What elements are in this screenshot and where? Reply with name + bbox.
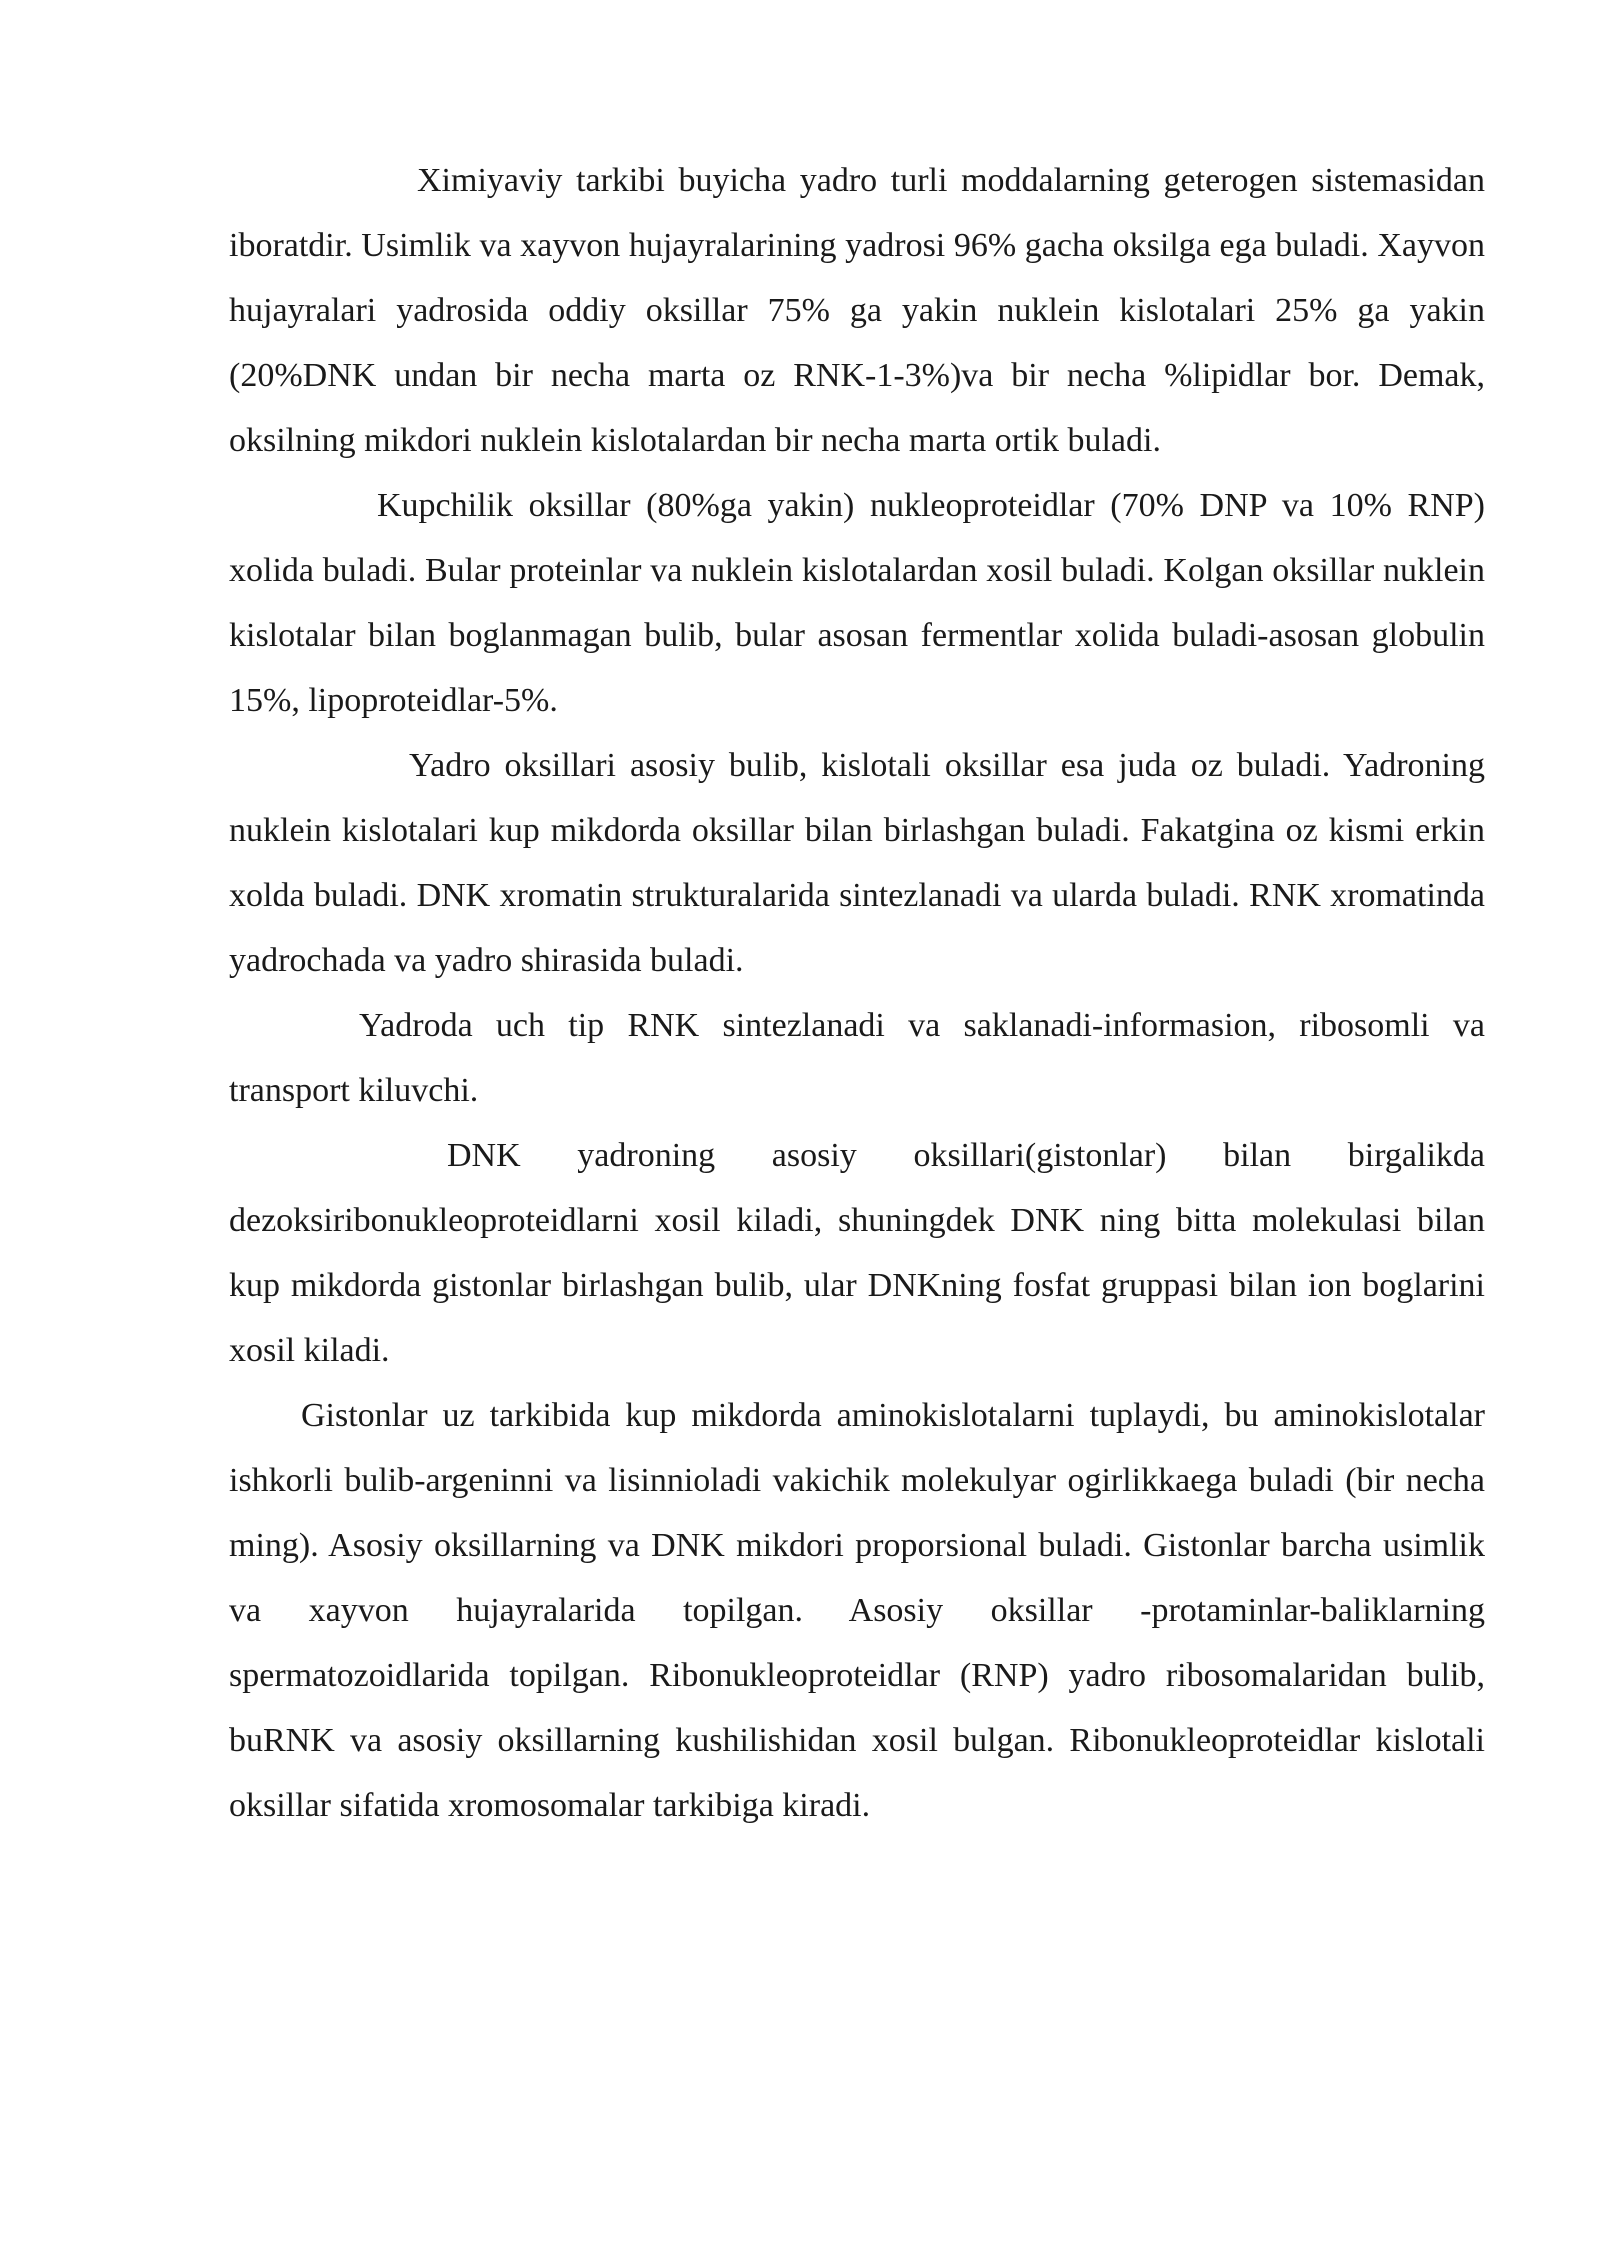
text-body <box>229 148 1485 1838</box>
paragraph-3: Yadro oksillari asosiy bulib, kislotali oksillar esa juda oz buladi. Yadroning nuklein kislotalari kup mikdorda oksillar bilan birlashgan buladi. Fakatgina oz kismi erkin xolda buladi. DNK xromatin strukturalarida sintezlanadi va ularda buladi. RNK xromatinda yadrochada va yadro shirasida buladi. <box>229 747 1485 979</box>
paragraph-6: Gistonlar uz tarkibida kup mikdorda aminokislotalarni tuplaydi, bu aminokislotalar ishkorli bulib-argeninni va lisinnioladi vakichik molekulyar ogirlikkaega buladi (bir necha ming). Asosiy oksillarning va DNK mikdori proporsional buladi. Gistonlar barcha usimlik va xayvon hujayralarida topilgan. Asosiy oksillar -protaminlar-baliklarning spermatozoidlarida topilgan. Ribonukleoproteidlar (RNP) yadro ribosomalaridan bulib, buRNK va asosiy oksillarning kushilishidan xosil bulgan. Ribonukleoproteidlar kislotali oksillar sifatida xromosomalar tarkibiga kiradi. <box>229 1397 1485 1824</box>
paragraph-1: Ximiyaviy tarkibi buyicha yadro turli moddalarning geterogen sistemasidan iboratdir. Usimlik va xayvon hujayralarining yadrosi 96% gacha oksilga ega buladi. Xayvon hujayralari yadrosida oddiy oksillar 75% ga yakin nuklein kislotalari 25% ga yakin (20%DNK undan bir necha marta oz RNK-1-3%)va bir necha %lipidlar bor. Demak, oksilning mikdori nuklein kislotalardan bir necha marta ortik buladi. <box>229 162 1485 459</box>
paragraph-2: Kupchilik oksillar (80%ga yakin) nukleoproteidlar (70% DNP va 10% RNP) xolida buladi. Bular proteinlar va nuklein kislotalardan xosil buladi. Kolgan oksillar nuklein kislotalar bilan boglanmagan bulib, bular asosan fermentlar xolida buladi-asosan globulin 15%, lipoproteidlar-5%. <box>229 487 1485 719</box>
paragraph-4: Yadroda uch tip RNK sintezlanadi va saklanadi-informasion, ribosomli va transport kiluvchi. <box>229 1007 1485 1109</box>
paragraph-5: DNK yadroning asosiy oksillari(gistonlar) bilan birgalikda dezoksiribonukleoproteidlarni xosil kiladi, shuningdek DNK ning bitta molekulasi bilan kup mikdorda gistonlar birlashgan bulib, ular DNKning fosfat gruppasi bilan ion boglarini xosil kiladi. <box>229 1137 1485 1369</box>
